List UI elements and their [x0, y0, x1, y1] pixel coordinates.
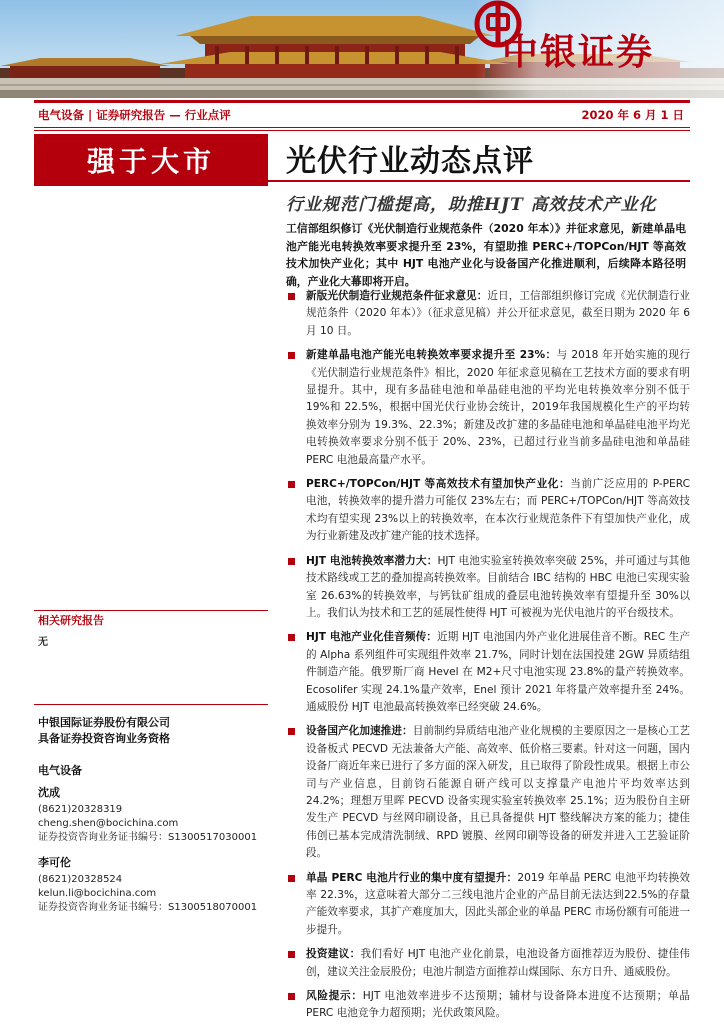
bank-of-china-logo-icon	[474, 0, 522, 48]
list-item: 设备国产化加速推进：目前制约异质结电池产业化规模的主要原因之一是核心工艺设备板式 PECVD 无法兼备大产能、高效率、低价格三要素。针对这一问题，国内设备厂商近年来已进行了多方面的深入研发，且已取得了阶段性成果。根据上市公司与产业信息，目前钧石能源自研产线可以支撑量产电池片平均效率达到 24.2%；理想万里晖 PECVD 设备实现实验室转换效率 25.1%；迈为股份自主研发生产 PECVD 与丝网印刷设备，且已具备提供 HJT 整线解决方案的能力；捷佳伟创已基本完成清洗制绒、RPD 镀膜、丝网印刷等设备的研发并进入工艺验证阶段。	[286, 723, 690, 862]
list-item: 新版光伏制造行业规范条件征求意见：近日，工信部组织修订完成《光伏制造行业规范条件（2020 年本）》（征求意见稿）并公开征求意见，截至日期为 2020 年 6 月 10 日。	[286, 288, 690, 340]
divider	[34, 130, 690, 131]
rating-badge: 强于大市	[34, 134, 268, 186]
bullet-square-icon	[288, 634, 295, 641]
bullet-square-icon	[288, 352, 295, 359]
firm-qualification: 具备证券投资咨询业务资格	[38, 732, 170, 745]
brand-logo	[474, 0, 724, 98]
page-subtitle: 行业规范门槛提高，助推HJT 高效技术产业化	[286, 195, 657, 215]
list-item: 新建单晶电池产能光电转换效率要求提升至 23%：与 2018 年开始实施的现行《光伏制造行业规范条件》相比，2020 年征求意见稿在工艺技术方面的要求有明显提升。其中，现有多晶硅电池和单晶硅电池的平均光电转换效率分别不低于 19%和 22.5%，根据中国光伏行业协会统计，2019年我国规模化生产的平均转换效率分别为 19.3%、22.3%；新建及改扩建的多晶硅电池和单晶硅电池平均光电转换效率要求分别不低于 20%、23%，已超过行业当前多晶硅电池和单晶硅 PERC 电池最高量产水平。	[286, 347, 690, 469]
related-reports-value: 无	[38, 637, 48, 648]
bullet-square-icon	[288, 558, 295, 565]
bullet-square-icon	[288, 951, 295, 958]
bullet-square-icon	[288, 728, 295, 735]
page-title: 光伏行业动态点评	[286, 144, 534, 179]
bullet-square-icon	[288, 293, 295, 300]
analyst-email[interactable]: cheng.shen@bocichina.com	[38, 818, 179, 829]
key-points-list	[286, 288, 690, 1024]
sector-label: 电气设备	[38, 764, 82, 777]
divider	[34, 610, 268, 611]
analyst-name: 沈成	[38, 786, 60, 799]
analyst-cert: 证券投资咨询业务证书编号：S1300517030001	[38, 832, 258, 843]
analyst-cert: 证券投资咨询业务证书编号：S1300518070001	[38, 902, 258, 913]
list-item: 投资建议：我们看好 HJT 电池产业化前景，电池设备方面推荐迈为股份、捷佳伟创，建议关注金辰股份；电池片制造方面推荐山煤国际、东方日升、通威股份。	[286, 946, 690, 981]
analyst-name: 李可伦	[38, 856, 71, 869]
brand-name: 中银证券	[502, 31, 655, 73]
bullet-square-icon	[288, 875, 295, 882]
divider	[34, 704, 268, 705]
bullet-square-icon	[288, 993, 295, 1000]
analyst-phone: (8621)20328524	[38, 874, 123, 885]
list-item: HJT 电池转换效率潜力大：HJT 电池实验室转换效率突破 25%，并可通过与其他技术路线或工艺的叠加提高转换效率。目前结合 IBC 结构的 HBC 电池已实现实验室 26.63%的转换效率，与钙钛矿组成的叠层电池转换效率有望提升至 30%以上。我们认为技术和工艺的延展性使得 HJT 可被视为光伏电池片的平台级技术。	[286, 553, 690, 623]
related-reports-heading: 相关研究报告	[38, 614, 104, 627]
analyst-email[interactable]: kelun.li@bocichina.com	[38, 888, 157, 899]
firm-name: 中银国际证券股份有限公司	[38, 716, 170, 729]
list-item: HJT 电池产业化佳音频传：近期 HJT 电池国内外产业化进展佳音不断。REC 生产的 Alpha 系列组件可实现组件效率 21.7%，同时计划在法国投建 2GW 异质结组件制造产能。俄罗斯厂商 Hevel 在 M2+尺寸电池实现 23.8%的量产转换效率。Ecosolifer 实现 24.1%量产效率，Enel 预计 2021 年将量产效率提升至 24%。通威股份 HJT 电池最高转换效率已经突破 24.6%。	[286, 629, 690, 716]
divider	[34, 180, 690, 182]
header-banner	[0, 0, 724, 98]
list-item: 风险提示：HJT 电池效率进步不达预期；辅材与设备降本进度不达预期；单晶 PERC 电池竞争力超预期；光伏政策风险。	[286, 988, 690, 1023]
summary-paragraph: 工信部组织修订《光伏制造行业规范条件（2020 年本）》并征求意见，新建单晶电池产能光电转换效率要求提升至 23%，有望助推 PERC+/TOPCon/HJT 等高效技术加快产业化；其中 HJT 电池产业化与设备国产化推进顺利，后续降本路径明确，产业化大幕即将开启。	[286, 222, 686, 288]
report-date: 2020 年 6 月 1 日	[581, 108, 684, 122]
list-item: PERC+/TOPCon/HJT 等高效技术有望加快产业化：当前广泛应用的 P-PERC 电池，转换效率的提升潜力可能仅 23%左右；而 PERC+/TOPCon/HJT 等高效技术均有望实现 23%以上的转换效率，在本次行业规范条件下有望加快产业化，成为行业新建及改扩建产能的技术选择。	[286, 476, 690, 546]
report-meta-bar	[34, 100, 690, 128]
report-category: 电气设备 | 证券研究报告 — 行业点评	[38, 108, 231, 122]
analyst-phone: (8621)20328319	[38, 804, 123, 815]
list-item: 单晶 PERC 电池片行业的集中度有望提升：2019 年单晶 PERC 电池平均转换效率 22.3%，这意味着大部分二三线电池片企业的产品目前无法达到22.5%的存量产能效率要求，其扩产难度加大，因此头部企业的单晶 PERC 市场份额有可能进一步提升。	[286, 870, 690, 940]
bullet-square-icon	[288, 481, 295, 488]
